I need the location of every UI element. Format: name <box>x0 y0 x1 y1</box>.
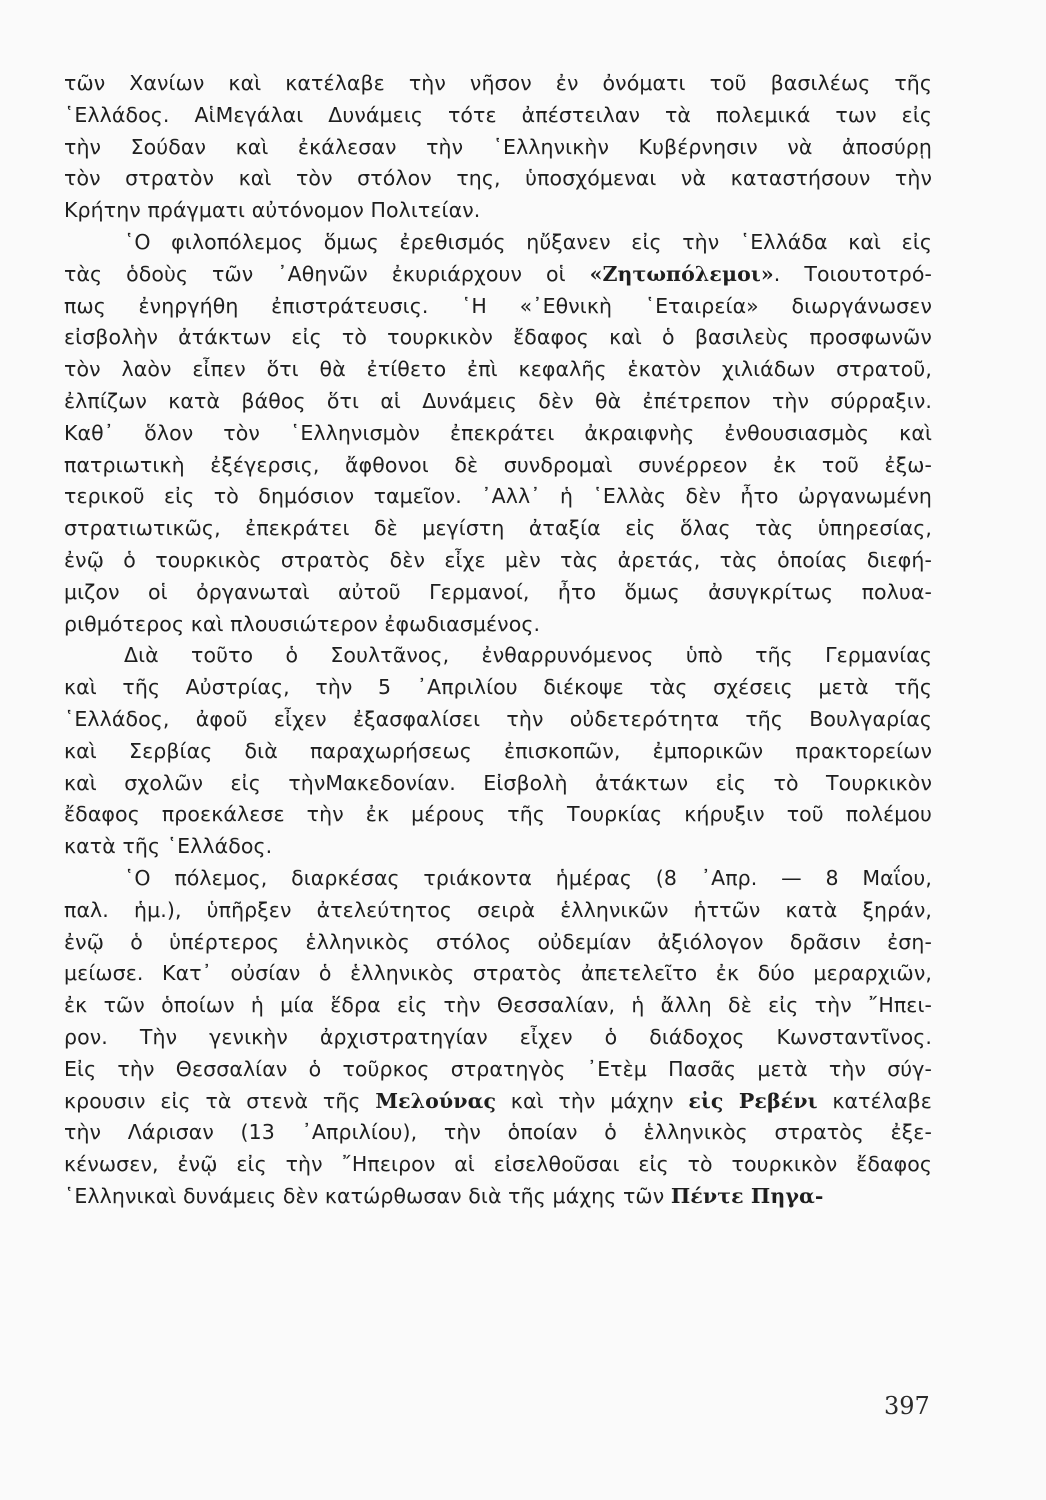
paragraph <box>64 863 932 1213</box>
text-line <box>64 227 932 259</box>
text-segment: τὴν Σούδαν καὶ ἐκάλεσαν τὴν ῾Ελληνικὴν Κυβέρνησιν νὰ ἀποσύρῃ <box>64 134 932 159</box>
text-segment: Διὰ τοῦτο ὁ Σουλτᾶνος, ἐνθαρρυνόμενος ὑπὸ τῆς Γερμανίας <box>124 643 932 668</box>
text-line <box>64 481 932 513</box>
text-line <box>64 958 932 990</box>
text-segment: καὶ τὴν μάχην <box>496 1088 689 1113</box>
paragraph <box>64 640 932 863</box>
bold-term: Μελούνας <box>375 1088 497 1113</box>
text-line <box>64 68 932 100</box>
text-segment: Καθ᾿ ὅλον τὸν ῾Ελληνισμὸν ἐπεκράτει ἀκραιφνὴς ἐνθουσιασμὸς καὶ <box>64 420 932 445</box>
text-line <box>64 672 932 704</box>
text-line <box>64 640 932 672</box>
text-segment: ἐκ τῶν ὁποίων ἡ μία ἕδρα εἰς τὴν Θεσσαλίαν, ἡ ἄλλη δὲ εἰς τὴν ῎Ηπει- <box>64 993 932 1018</box>
text-segment: καὶ τῆς Αὐστρίας, τὴν 5 ᾿Απριλίου διέκοψε τὰς σχέσεις μετὰ τῆς <box>64 675 932 700</box>
page-body <box>64 68 932 1213</box>
text-line <box>64 736 932 768</box>
text-line <box>64 195 932 227</box>
text-segment: ἔδαφος προεκάλεσε τὴν ἐκ μέρους τῆς Τουρκίας κήρυξιν τοῦ πολέμου <box>64 802 932 827</box>
text-line <box>64 1117 932 1149</box>
text-line <box>64 163 932 195</box>
text-segment: μείωσε. Κατ᾿ οὐσίαν ὁ ἑλληνικὸς στρατὸς ἀπετελεῖτο ἐκ δύο μεραρχιῶν, <box>64 961 932 986</box>
bold-term: «Ζητωπόλεμοι» <box>589 261 774 286</box>
text-segment: τὴν Λάρισαν (13 ᾿Απριλίου), τὴν ὁποίαν ὁ ἑλληνικὸς στρατὸς ἐξε- <box>64 1120 932 1145</box>
page-number: 397 <box>884 1392 930 1420</box>
text-line <box>64 259 932 291</box>
text-line <box>64 1054 932 1086</box>
bold-term: Πέντε Πηγα- <box>670 1183 824 1208</box>
text-line <box>64 386 932 418</box>
text-line <box>64 704 932 736</box>
text-segment: ριθμότερος καὶ πλουσιώτερον ἐφωδιασμένος. <box>64 611 541 636</box>
text-segment: κατέλαβε <box>817 1088 932 1113</box>
text-segment: . Τοιουτοτρό- <box>773 261 933 286</box>
text-line <box>64 799 932 831</box>
text-line <box>64 513 932 545</box>
text-line <box>64 132 932 164</box>
text-line <box>64 100 932 132</box>
text-segment: εἰσβολὴν ἀτάκτων εἰς τὸ τουρκικὸν ἔδαφος καὶ ὁ βασιλεὺς προσφωνῶν <box>64 325 932 350</box>
text-line <box>64 354 932 386</box>
text-line <box>64 863 932 895</box>
text-line <box>64 768 932 800</box>
text-segment: ῾Ελλάδος, ἀφοῦ εἶχεν ἐξασφαλίσει τὴν οὐδετερότητα τῆς Βουλγαρίας <box>64 706 932 731</box>
text-line <box>64 609 932 641</box>
text-line <box>64 1022 932 1054</box>
text-segment: κένωσεν, ἐνῷ εἰς τὴν ῎Ηπειρον αἱ εἰσελθοῦσαι εἰς τὸ τουρκικὸν ἔδαφος <box>64 1152 932 1177</box>
text-segment: καὶ Σερβίας διὰ παραχωρήσεως ἐπισκοπῶν, ἐμπορικῶν πρακτορείων <box>64 738 932 763</box>
text-line <box>64 1149 932 1181</box>
text-segment: ἐνῷ ὁ ὑπέρτερος ἑλληνικὸς στόλος οὐδεμίαν ἀξιόλογον δρᾶσιν ἐση- <box>64 929 932 954</box>
paragraph <box>64 227 932 640</box>
text-segment: τὰς ὁδοὺς τῶν ᾿Αθηνῶν ἐκυριάρχουν οἱ <box>64 261 590 286</box>
text-segment: τῶν Χανίων καὶ κατέλαβε τὴν νῆσον ἐν ὀνόματι τοῦ βασιλέως τῆς <box>64 71 932 95</box>
text-segment: ῾Ελληνικαὶ δυνάμεις δὲν κατώρθωσαν διὰ τῆς μάχης τῶν <box>64 1183 671 1208</box>
text-segment: τὸν λαὸν εἶπεν ὅτι θὰ ἐτίθετο ἐπὶ κεφαλῆς ἑκατὸν χιλιάδων στρατοῦ, <box>64 357 932 382</box>
text-line <box>64 291 932 323</box>
text-segment: ἐνῷ ὁ τουρκικὸς στρατὸς δὲν εἶχε μὲν τὰς ἀρετάς, τὰς ὁποίας διεφή- <box>64 547 932 572</box>
text-line <box>64 322 932 354</box>
text-line <box>64 1086 932 1118</box>
text-segment: μιζον οἱ ὀργανωταὶ αὐτοῦ Γερμανοί, ἦτο ὅμως ἀσυγκρίτως πολυα- <box>64 579 932 604</box>
bold-term: εἰς Ρεβένι <box>688 1088 818 1113</box>
paragraph <box>64 68 932 227</box>
text-segment: πως ἐνηργήθη ἐπιστράτευσις. ῾Η «᾿Εθνικὴ ῾Εταιρεία» διωργάνωσεν <box>64 293 932 318</box>
text-segment: πατριωτικὴ ἐξέγερσις, ἄφθονοι δὲ συνδρομαὶ συνέρρεον ἐκ τοῦ ἐξω- <box>64 452 932 477</box>
text-line <box>64 895 932 927</box>
text-segment: κρουσιν εἰς τὰ στενὰ τῆς <box>64 1088 376 1113</box>
text-segment: ρον. Τὴν γενικὴν ἀρχιστρατηγίαν εἶχεν ὁ διάδοχος Κωνσταντῖνος. <box>64 1024 932 1049</box>
text-segment: ῾Ελλάδος. ΑἱΜεγάλαι Δυνάμεις τότε ἀπέστειλαν τὰ πολεμικά των εἰς <box>64 102 932 127</box>
text-line <box>64 927 932 959</box>
text-line <box>64 418 932 450</box>
text-segment: τερικοῦ εἰς τὸ δημόσιον ταμεῖον. ᾿Αλλ᾿ ἡ ῾Ελλὰς δὲν ἦτο ὠργανωμένη <box>64 484 932 509</box>
text-segment: παλ. ἡμ.), ὑπῆρξεν ἀτελεύτητος σειρὰ ἑλληνικῶν ἡττῶν κατὰ ξηράν, <box>64 897 932 922</box>
text-segment: καὶ σχολῶν εἰς τὴνΜακεδονίαν. Εἰσβολὴ ἀτάκτων εἰς τὸ Τουρκικὸν <box>64 770 932 795</box>
text-line <box>64 545 932 577</box>
text-line <box>64 831 932 863</box>
text-segment: κατὰ τῆς ῾Ελλάδος. <box>64 834 273 859</box>
text-line <box>64 990 932 1022</box>
text-segment: Εἰς τὴν Θεσσαλίαν ὁ τοῦρκος στρατηγὸς ᾿Ετὲμ Πασᾶς μετὰ τὴν σύγ- <box>64 1056 932 1081</box>
text-line <box>64 577 932 609</box>
text-segment: ἐλπίζων κατὰ βάθος ὅτι αἱ Δυνάμεις δὲν θὰ ἐπέτρεπον τὴν σύρραξιν. <box>64 388 932 413</box>
text-segment: ῾Ο φιλοπόλεμος ὅμως ἐρεθισμός ηὔξανεν εἰς τὴν ῾Ελλάδα καὶ εἰς <box>124 229 932 254</box>
text-segment: στρατιωτικῶς, ἐπεκράτει δὲ μεγίστη ἀταξία εἰς ὅλας τὰς ὑπηρεσίας, <box>64 516 932 541</box>
text-segment: ῾Ο πόλεμος, διαρκέσας τριάκοντα ἡμέρας (8 ᾿Απρ. — 8 Μαΐου, <box>124 865 932 890</box>
text-line <box>64 1181 932 1213</box>
text-segment: Κρήτην πράγματι αὐτόνομον Πολιτείαν. <box>64 198 481 223</box>
text-line <box>64 450 932 482</box>
text-segment: τὸν στρατὸν καὶ τὸν στόλον της, ὑποσχόμεναι νὰ καταστήσουν τὴν <box>64 166 932 191</box>
